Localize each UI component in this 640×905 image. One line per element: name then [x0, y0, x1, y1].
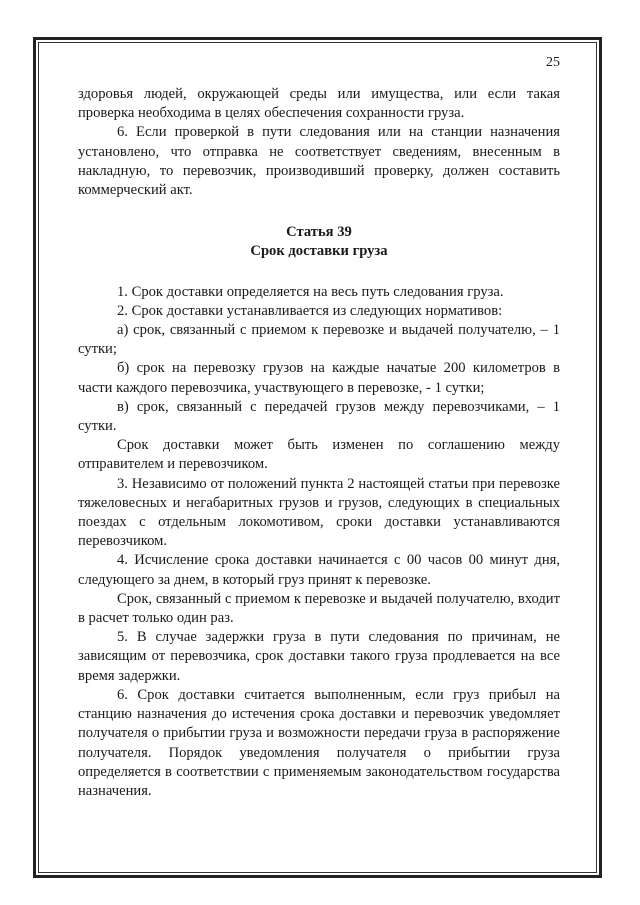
paragraph: а) срок, связанный с приемом к перевозке и выдачей получателю, – 1 сутки;: [78, 322, 560, 358]
paragraph: 5. В случае задержки груза в пути следования по причинам, не зависящим от перевозчика, срок доставки такого груза продлевается на все время задержки.: [78, 629, 560, 684]
page-number: 25: [546, 55, 560, 70]
paragraph: 1. Срок доставки определяется на весь путь следования груза.: [117, 283, 504, 300]
paragraph: 6. Срок доставки считается выполненным, если груз прибыл на станцию назначения до истечения срока доставки и перевозчик уведомляет получателя о прибытии груза и возможности передачи груза в распоряжение получателя. Порядок уведомления получателя о прибытии груза определяется в соответствии с применяемым законодательством государства назначения.: [78, 686, 560, 799]
article-title: Срок доставки груза: [250, 243, 388, 260]
paragraph: 2. Срок доставки устанавливается из следующих нормативов:: [117, 302, 503, 319]
paragraph-item-6-prev-article: 6. Если проверкой в пути следования или на станции назначения установлено, что отправка не соответствует сведениям, внесенным в накладную, то перевозчик, производивший проверку, должен составить коммерческий акт.: [78, 124, 560, 199]
paragraph: Срок, связанный с приемом к перевозке и выдачей получателю, входит в расчет только один раз.: [78, 590, 560, 627]
article-heading: [78, 223, 560, 261]
paragraph: 3. Независимо от положений пункта 2 настоящей статьи при перевозке тяжеловесных и негабаритных грузов и грузов, следующих в специальных поездах с отдельным локомотивом, сроки доставки устанавливаются перевозчиком.: [78, 475, 560, 550]
paragraph: в) срок, связанный с передачей грузов между перевозчиками, – 1 сутки.: [78, 398, 560, 435]
article-number: Статья 39: [286, 224, 352, 241]
paragraph: б) срок на перевозку грузов на каждые начатые 200 километров в части каждого перевозчика, участвующего в перевозке, - 1 сутки;: [78, 360, 560, 396]
paragraph: 4. Исчисление срока доставки начинается с 00 часов 00 минут дня, следующего за днем, в который груз принят к перевозке.: [78, 552, 560, 588]
paragraph-continuation: здоровья людей, окружающей среды или имущества, или если такая проверка необходима в целях обеспечения сохранности груза.: [78, 86, 560, 122]
document-body: [78, 85, 560, 801]
paragraph: Срок доставки может быть изменен по соглашению между отправителем и перевозчиком.: [78, 437, 560, 473]
